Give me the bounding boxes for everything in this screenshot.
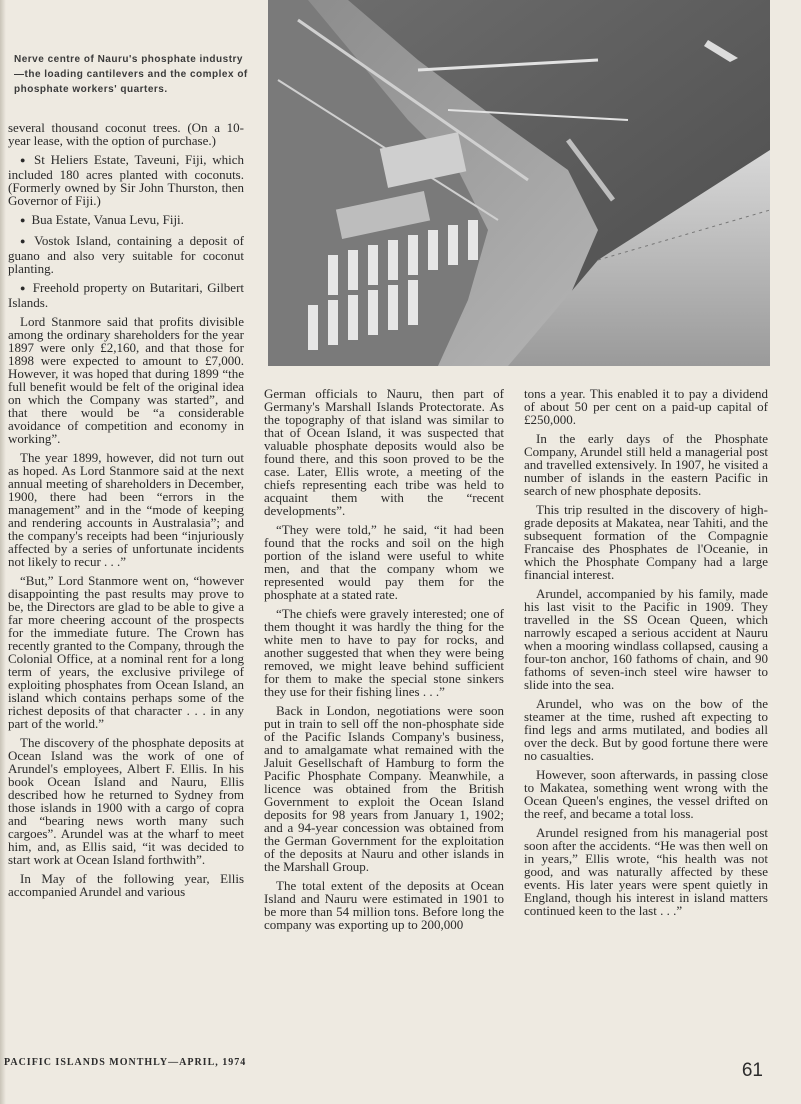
paragraph: The year 1899, however, did not turn out as hoped. As Lord Stanmore said at the next annual meeting of shareholders in December, 1900, there had been “errors in the management” and in the “mode of keeping and rendering accounts in Australasia”; and the company's receipts had been “injuriously affected by a series of unfortunate incidents not likely to recur . . .”	[8, 450, 244, 569]
paragraph: Arundel resigned from his managerial post soon after the accidents. “He was then well on in years,” Ellis wrote, “his health was not good, and was naturally affected by these events. His later years were spent quietly in England, though his interest in island matters continued keen to the last . . .”	[524, 825, 768, 918]
aerial-photo-illustration	[268, 0, 770, 366]
paragraph: In the early days of the Phosphate Company, Arundel still held a managerial post and travelled extensively. In 1907, he visited a number of islands in the eastern Pacific in search of new phosphate deposits.	[524, 431, 768, 498]
paragraph: “But,” Lord Stanmore went on, “however disappointing the past results may prove to be, the Directors are glad to be able to give a far more cheering account of the prospects for the immediate future. The Crown has recently granted to the Company, through the Colonial Office, at a nominal rent for a long term of years, the exclusive privilege of exploiting phosphates from Ocean Island, an island which contains perhaps some of the richest deposits of that character . . . in any part of the world.”	[8, 573, 244, 731]
page-number: 61	[741, 1060, 763, 1081]
magazine-footer: PACIFIC ISLANDS MONTHLY—APRIL, 1974	[4, 1057, 247, 1068]
article-column-left	[8, 121, 244, 904]
article-column-middle	[264, 387, 504, 937]
aerial-photo	[268, 0, 770, 366]
paragraph: German officials to Nauru, then part of Germany's Marshall Islands Protectorate. As the topography of that island was similar to that of Ocean Island, it was suspected that valuable phosphate deposits would also be found there, and this soon proved to be the case. Later, Ellis wrote, a meeting of the chiefs representing each tribe was held to acquaint them with the “recent developments”.	[264, 386, 504, 518]
paragraph: Arundel, who was on the bow of the steamer at the time, rushed aft expecting to find legs and arms mutilated, and bodies all over the deck. But by good fortune there were no casualties.	[524, 696, 768, 763]
bullet-paragraph: ● Freehold property on Butaritari, Gilbert Islands.	[8, 281, 244, 309]
paragraph: The discovery of the phosphate deposits at Ocean Island was the work of one of Arundel's employees, Albert F. Ellis. In his book Ocean Island and Nauru, Ellis described how he returned to Sydney from those islands in 1900 with a cargo of copra and “bearing news worth many such cargoes”. Arundel was at the wharf to meet him, and, as Ellis said, “it was decided to start work at Ocean Island forthwith”.	[8, 735, 244, 867]
paragraph: In May of the following year, Ellis accompanied Arundel and various	[8, 871, 244, 899]
paragraph: tons a year. This enabled it to pay a dividend of about 50 per cent on a paid-up capital of £250,000.	[524, 386, 768, 427]
bullet-paragraph: ● Bua Estate, Vanua Levu, Fiji.	[8, 213, 244, 228]
bullet-paragraph: ● Vostok Island, containing a deposit of guano and also very suitable for coconut planting.	[8, 234, 244, 275]
paragraph: However, soon afterwards, in passing close to Makatea, something went wrong with the Ocean Queen's engines, the vessel drifted on the reef, and became a total loss.	[524, 767, 768, 821]
paragraph: Lord Stanmore said that profits divisible among the ordinary shareholders for the year 1897 were only £2,160, and that those for 1898 were expected to amount to £7,000. However, it was hoped that during 1899 “the full benefit would be felt of the original idea on which the Company was started”, and that there would be “a considerable avoidance of competition and economy in working”.	[8, 314, 244, 446]
photo-caption: Nerve centre of Nauru's phosphate industry—the loading cantilevers and the complex of phosphate workers' quarters.	[14, 54, 248, 95]
paragraph: “The chiefs were gravely interested; one of them thought it was hardly the thing for the white men to have to pay for rocks, and another suggested that when they were being removed, we might leave behind sufficient for them to make the special stone sinkers they use for their fishing lines . . .”	[264, 606, 504, 699]
paragraph: “They were told,” he said, “it had been found that the rocks and soil on the high portion of the island were useful to white men, and that the company whom we represented would pay them for the phosphate at a stated rate.	[264, 522, 504, 602]
page-binding-edge	[0, 0, 6, 1104]
paragraph: This trip resulted in the discovery of high-grade deposits at Makatea, near Tahiti, and the subsequent formation of the Compagnie Francaise des Phosphates de l'Oceanie, in which the Phosphate Company had a large financial interest.	[524, 502, 768, 582]
paragraph: Arundel, accompanied by his family, made his last visit to the Pacific in 1909. They travelled in the SS Ocean Queen, which narrowly escaped a serious accident at Nauru when a mooring windlass collapsed, causing a four-ton anchor, 160 fathoms of chain, and 90 fathoms of seven-inch steel wire hawser to slide into the sea.	[524, 586, 768, 692]
bullet-paragraph: ● St Heliers Estate, Taveuni, Fiji, which included 180 acres planted with coconuts. (Formerly owned by Sir John Thurston, then Governor of Fiji.)	[8, 153, 244, 207]
paragraph: The total extent of the deposits at Ocean Island and Nauru were estimated in 1901 to be more than 54 million tons. Before long the company was exporting up to 200,000	[264, 878, 504, 932]
paragraph: Back in London, negotiations were soon put in train to sell off the non-phosphate side of the Pacific Islands Company's business, and to amalgamate what remained with the Jaluit Gesellschaft of Hamburg to form the Pacific Phosphate Company. Meanwhile, a licence was obtained from the British Government to exploit the Ocean Island deposits for 98 years from January 1, 1902; and a 94-year concession was obtained from the German Government for the exploitation of the deposits at Nauru and other islands in the Marshall Group.	[264, 703, 504, 874]
paragraph: several thousand coconut trees. (On a 10-year lease, with the option of purchase.)	[8, 120, 244, 148]
article-column-right	[524, 387, 768, 923]
